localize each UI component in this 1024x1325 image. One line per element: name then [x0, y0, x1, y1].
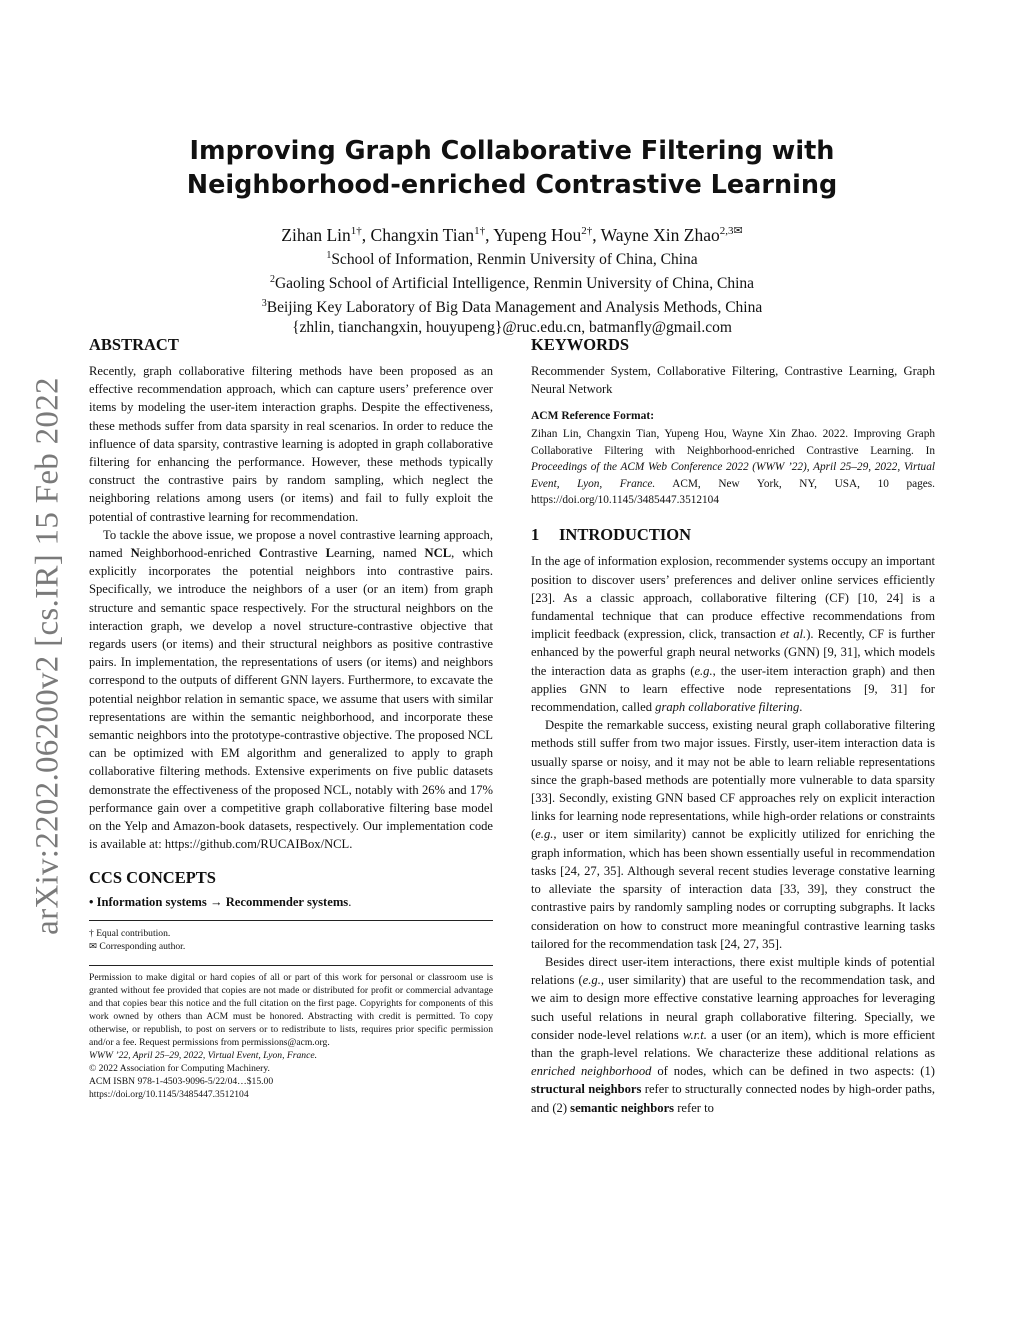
arrow-icon: →: [209, 895, 223, 910]
conference-venue: WWW ’22, April 25–29, 2022, Virtual Event, Lyon, France.: [89, 1049, 317, 1061]
affiliation-text: Beijing Key Laboratory of Big Data Management and Analysis Methods, China: [266, 299, 763, 317]
title-line-1: Improving Graph Collaborative Filtering with: [189, 136, 835, 166]
author-separator: ,: [361, 224, 371, 245]
italic-text: graph collaborative filtering: [655, 700, 800, 715]
copyright-line: © 2022 Association for Computing Machinery.: [89, 1062, 270, 1074]
italic-text: w.r.t.: [683, 1027, 707, 1042]
arxiv-stamp: arXiv:2202.06200v2 [cs.IR] 15 Feb 2022: [29, 377, 66, 935]
text-run: In the age of information explosion, recommender systems occupy an important position to discover users’ preferences and deliver online services efficiently [23]. As a classic approach, collaborative filtering (CF) [10, 24] is a fundamental technique that can produce effective recommendations from implicit feedback (expression, click, transaction: [531, 554, 935, 642]
right-column: [531, 334, 935, 1117]
text-run: , the user-item interaction graph) and then applies GNN to learn effective node representations [9, 31] for recommendation, called: [531, 663, 935, 715]
text-run: refer to structurally connected nodes by high-order paths, and (2): [531, 1082, 935, 1115]
text-run: user or item similarity) cannot be explicitly utilized for enriching the graph information, which has been shown essentially useful in recommendation tasks [24, 27, 35]. Although several recent studies leverage constative learning to alleviate the sparsity of interaction data [33, 39], they construct the contrastive pairs by randomly sampling nodes or corrupting subgraphs. It lacks consideration on how to construct more meaningful contrastive learning tasks tailored for the recommendation task [24, 27, 35].: [531, 827, 935, 951]
text-run: ACM, New York, NY, USA, 10 pages. https://doi.org/10.1145/3485447.3512104: [531, 477, 936, 507]
italic-text: e.g.: [694, 663, 713, 678]
ccs-heading: CCS CONCEPTS: [89, 868, 216, 888]
text-run: ). Recently, CF is further enhanced by the powerful graph neural networks (GNN) [9, 31], which models the interaction data as graphs (: [531, 627, 935, 678]
author-name: Zihan Lin: [281, 224, 351, 245]
author-sup: 1†: [474, 225, 486, 237]
bold-letter: C: [258, 546, 268, 561]
bullet: •: [89, 895, 94, 910]
text-run: eighborhood-enriched: [139, 546, 259, 561]
arxiv-sidebar: [26, 356, 70, 956]
introduction-heading: [531, 524, 935, 546]
left-column: [89, 334, 493, 1102]
text-run: refer to: [674, 1100, 714, 1115]
ccs-term: Information systems: [96, 895, 207, 910]
permission-notice: Permission to make digital or hard copies of all or part of this work for personal or classroom use is granted without fee provided that copies are not made or distributed for profit or commercial advantage and that copies bear this notice and the full citation on the first page. Copyrights for components of this work owned by others than ACM must be honored. Abstracting with credit is permitted. To copy otherwise, or republish, to post on servers or to redistribute to lists, requires prior specific permission and/or a fee. Request permissions from permissions@acm.org.: [89, 972, 493, 1049]
proceedings-name: Proceedings of the ACM Web Conference 2022 (WWW ’22), April 25–29, 2022, Virtual Event, Lyon, France.: [531, 461, 935, 490]
affiliation-text: School of Information, Renmin University of China, China: [331, 250, 698, 268]
author-sup: 2†: [581, 225, 593, 237]
text-run: of nodes, which can be defined in two aspects: (1): [651, 1064, 935, 1079]
text-run: .: [799, 700, 803, 715]
affiliation: [90, 246, 934, 270]
italic-text: enriched neighborhood: [531, 1064, 652, 1079]
affiliation-text: Gaoling School of Artificial Intelligence, Renmin University of China, China: [274, 275, 755, 293]
italic-text: et al.: [780, 627, 807, 642]
section-number: 1: [531, 525, 540, 545]
text-run: To tackle the above issue, we propose a novel contrastive learning approach, named: [89, 527, 493, 561]
text-run: ontrastive: [267, 546, 326, 561]
text-run: user similarity) that are useful to the recommendation task, and we aim to design more effective constative learning approaches for leveraging such useful relations in neural graph collaborative filtering. Specially, we consider node-level relations: [531, 973, 935, 1042]
text-run: earning, named: [334, 546, 425, 561]
text-run: .: [348, 895, 352, 910]
bold-letter: L: [325, 546, 335, 561]
affiliation-sup: 1: [326, 249, 332, 261]
affiliation: [90, 270, 934, 294]
author-list: [90, 220, 934, 246]
text-run: Despite the remarkable success, existing neural graph collaborative filtering methods still suffer from two major issues. Firstly, user-item interaction data is usually sparse or noisy, and it may not be able to learn reliable representations since the graph-based methods are potentially more vulnerable to data sparsity [33]. Secondly, existing GNN based CF approaches rely on explicit interaction links for learning node representations, while high-order relations or constraints (: [531, 718, 935, 842]
intro-paragraph-3: [531, 953, 935, 1117]
author-sup: 2,3✉: [719, 225, 743, 237]
author-name: Changxin Tian: [370, 224, 475, 245]
footnote-divider: [89, 920, 493, 921]
bold-letter: N: [130, 546, 140, 561]
footnote-equal-contribution: † Equal contribution.: [89, 928, 171, 940]
author-emails: {zhlin, tianchangxin, houyupeng}@ruc.edu.cn, batmanfly@gmail.com: [292, 319, 732, 337]
ccs-concept: [89, 895, 493, 910]
text-run: , which explicitly incorporates the potential neighbors into contrastive pairs. Specifically, we introduce the neighbors of a user (or an item) from graph structure and semantic space respectively. For the structural neighbors on the interaction graph, we develop a novel structure-contrastive objective that regards users (or items) and their structural neighbors as positive contrastive pairs. In implementation, the representations of users (or items) and neighbors correspond to the outputs of different GNN layers. Furthermore, to excavate the potential neighbor relation in semantic space, we assume that users with similar representations are within the semantic neighborhood, and incorporate these semantic neighbors into the prototype-contrastive objective. The proposed NCL can be optimized with EM algorithm and generalized to apply to graph collaborative filtering methods. Extensive experiments on five public datasets demonstrate the effectiveness of the proposed NCL, notably with 26% and 17% performance gain over a competitive graph collaborative filtering base model on the Yelp and Amazon-book datasets, respectively. Our implementation code is available at: https://github.com/RUCAIBox/NCL.: [89, 546, 494, 852]
footnote-corresponding-author: ✉ Corresponding author.: [89, 941, 186, 953]
author-name: Yupeng Hou: [493, 224, 582, 245]
doi-link[interactable]: https://doi.org/10.1145/3485447.3512104: [89, 1088, 249, 1100]
author-separator: ,: [485, 224, 494, 245]
title-line-2: Neighborhood-enriched Contrastive Learning: [186, 170, 838, 200]
method-name: NCL: [424, 546, 452, 561]
acm-reference-heading: ACM Reference Format:: [531, 410, 655, 423]
text-run: Besides direct user-item interactions, there exist multiple kinds of potential relations (: [531, 954, 935, 988]
author-sup: 1†: [350, 225, 362, 237]
affiliation: [90, 294, 934, 318]
italic-text: e.g.,: [535, 827, 557, 842]
abstract-paragraph-2: [89, 526, 493, 854]
text-run: Zihan Lin, Changxin Tian, Yupeng Hou, Wayne Xin Zhao. 2022. Improving Graph Collaborative Filtering with Neighborhood-enriched Contrastive Learning. In: [531, 428, 935, 457]
acm-reference-text: [531, 426, 935, 508]
author-separator: ,: [592, 224, 601, 245]
intro-paragraph-1: [531, 552, 935, 716]
bold-term: structural neighbors: [531, 1082, 642, 1097]
abstract-paragraph-1: Recently, graph collaborative filtering methods have been proposed as an effective recommendation approach, which can capture users’ preference over items by modeling the user-item interaction graphs. Despite the effectiveness, these methods suffer from data sparsity in real scenarios. In order to reduce the influence of data sparsity, contrastive learning is adopted in graph collaborative filtering for enhancing the performance. However, these methods typically construct the contrastive pairs by random sampling, which neglect the neighboring relations among users (or items) and fail to fully exploit the potential of contrastive learning for recommendation.: [89, 364, 493, 524]
author-name: Wayne Xin Zhao: [600, 224, 720, 245]
permission-divider: [89, 965, 493, 966]
keywords-heading: KEYWORDS: [531, 335, 630, 354]
abstract-heading: ABSTRACT: [89, 335, 179, 354]
affiliation-sup: 3: [261, 298, 267, 310]
section-title: INTRODUCTION: [559, 525, 692, 545]
intro-paragraph-2: [531, 716, 935, 953]
text-run: a user (or an item), which is more efficient than the graph-level relations. We characterize these additional relations as: [531, 1027, 936, 1060]
paper-title: [90, 134, 934, 202]
bold-term: semantic neighbors: [570, 1100, 675, 1115]
affiliation-sup: 2: [269, 273, 275, 285]
ccs-term: Recommender systems: [225, 895, 349, 910]
paper-header: [90, 134, 934, 338]
italic-text: e.g.,: [582, 973, 605, 988]
keywords-text: Recommender System, Collaborative Filtering, Contrastive Learning, Graph Neural Network: [531, 364, 935, 397]
isbn-line: ACM ISBN 978-1-4503-9096-5/22/04…$15.00: [89, 1075, 274, 1087]
